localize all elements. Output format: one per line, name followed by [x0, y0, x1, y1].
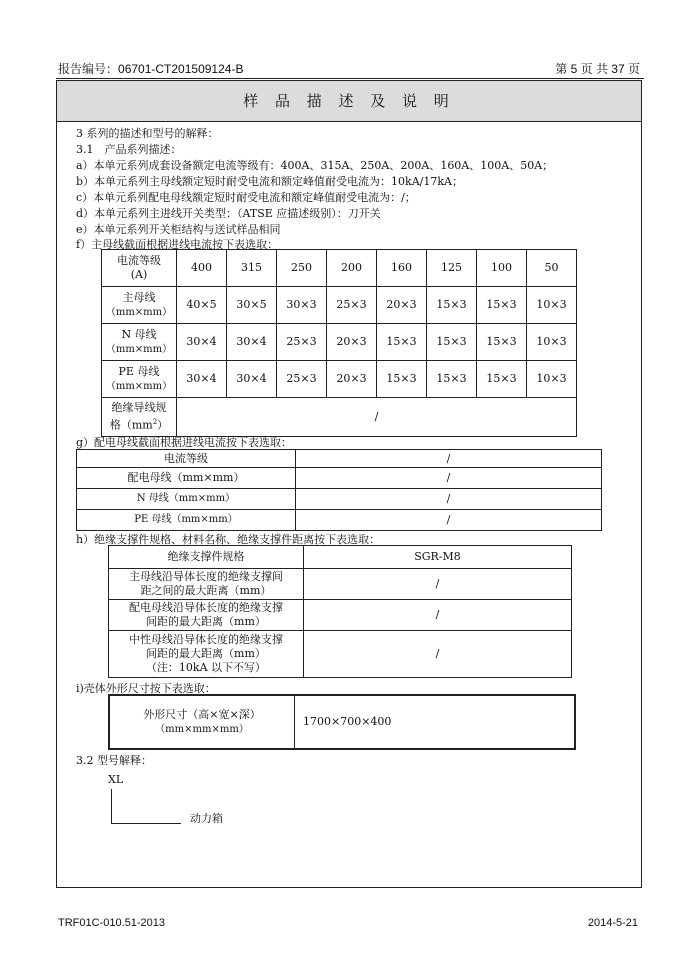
row-label: PE 母线（mm×mm）: [77, 510, 296, 531]
table-cell: 40×5: [177, 287, 227, 324]
current-cell: 315: [227, 250, 277, 287]
table-row: [109, 569, 572, 600]
table-cell: /: [296, 510, 602, 531]
current-cell: 400: [177, 250, 227, 287]
row-label: 绝缘支撑件规格: [109, 546, 304, 569]
item-i: i)壳体外形尺寸按下表选取：: [76, 682, 216, 695]
header-divider: [56, 78, 644, 79]
table-cell: 30×5: [227, 287, 277, 324]
table-cell: /: [296, 489, 602, 510]
table-cell: 30×3: [277, 287, 327, 324]
report-number: 报告编号：06701-CT201509124-B: [58, 62, 244, 76]
table-row: [109, 546, 572, 569]
row-label: N 母线 （mm×mm）: [102, 324, 177, 361]
current-cell: 250: [277, 250, 327, 287]
table-row: [109, 600, 572, 631]
item-c: c）本单元系列配电母线额定短时耐受电流和额定峰值耐受电流为：/；: [76, 191, 416, 204]
row-label: 中性母线沿导体长度的绝缘支撑 间距的最大距离（mm） （注：10kA 以下不写）: [109, 631, 304, 678]
table-cell: 25×3: [277, 324, 327, 361]
model-code: XL: [108, 773, 124, 786]
model-leader-line: [111, 823, 181, 824]
section-3-1: 3.1 产品系列描述：: [76, 143, 182, 156]
table-row: [102, 287, 577, 324]
busbar-table: [101, 249, 577, 437]
table-cell: 15×3: [427, 324, 477, 361]
table-cell: 20×3: [377, 287, 427, 324]
page-indicator: 第 5 页 共 37 页: [555, 62, 640, 76]
table-cell: 20×3: [327, 361, 377, 398]
report-date: 2014-5-21: [587, 917, 638, 929]
row-label: 外形尺寸（高×宽×深） （mm×mm×mm）: [109, 695, 295, 749]
row-label: 配电母线沿导体长度的绝缘支撑 间距的最大距离（mm）: [109, 600, 304, 631]
table-cell: /: [304, 600, 572, 631]
table-cell: 30×4: [177, 361, 227, 398]
model-bracket-line: [111, 789, 112, 823]
table-cell: /: [296, 468, 602, 489]
section-3-2: 3.2 型号解释：: [76, 754, 152, 767]
table-cell: 30×4: [227, 324, 277, 361]
table-row: [109, 695, 575, 749]
current-cell: 100: [477, 250, 527, 287]
item-g: g）配电母线截面根据进线电流按下表选取：: [76, 436, 293, 449]
row-label: 电流等级: [77, 450, 296, 468]
table-cell: /: [304, 569, 572, 600]
table-cell: /: [296, 450, 602, 468]
table-cell: 1700×700×400: [295, 695, 576, 749]
table-row: [102, 250, 577, 287]
table-cell: 25×3: [327, 287, 377, 324]
table-cell: 15×3: [477, 287, 527, 324]
table-cell: SGR-M8: [304, 546, 572, 569]
table-cell: 20×3: [327, 324, 377, 361]
row-label: 主母线沿导体长度的绝缘支撑间 距之间的最大距离（mm）: [109, 569, 304, 600]
table-row: [77, 510, 602, 531]
item-e: e）本单元系列开关柜结构与送试样品相同: [76, 223, 281, 236]
current-cell: 125: [427, 250, 477, 287]
table-cell: 30×4: [177, 324, 227, 361]
series-intro: 3 系列的描述和型号的解释：: [76, 127, 219, 140]
row-label: PE 母线 （mm×mm）: [102, 361, 177, 398]
item-b: b）本单元系列主母线额定短时耐受电流和额定峰值耐受电流为：10kA/17kA；: [76, 175, 463, 188]
table-cell: /: [304, 631, 572, 678]
table-cell: 15×3: [427, 361, 477, 398]
table-cell: 10×3: [527, 361, 577, 398]
table-cell: 10×3: [527, 324, 577, 361]
row-label: 配电母线（mm×mm）: [77, 468, 296, 489]
page-title: 样 品 描 述 及 说 明: [57, 81, 641, 122]
model-description: 动力箱: [190, 812, 223, 825]
current-cell: 50: [527, 250, 577, 287]
table-row: [77, 489, 602, 510]
row-label: 绝缘导线规 格$(mm^2)$: [102, 398, 177, 437]
item-a: a）本单元系列成套设备额定电流等级有：400A、315A、250A、200A、160A、100A、50A；: [76, 159, 554, 172]
table-row: [102, 324, 577, 361]
table-cell: 15×3: [477, 361, 527, 398]
current-cell: 160: [377, 250, 427, 287]
dimensions-table: [108, 694, 576, 750]
form-number: TRF01C-010.51-2013: [58, 917, 166, 929]
table-cell: 30×4: [227, 361, 277, 398]
row-label: 主母线 （mm×mm）: [102, 287, 177, 324]
item-h: h）绝缘支撑件规格、材料名称、绝缘支撑件距离按下表选取：: [76, 533, 381, 546]
table-cell: 15×3: [427, 287, 477, 324]
insulator-table: [108, 545, 572, 678]
distribution-busbar-table: [76, 449, 602, 531]
table-cell: /: [177, 398, 577, 437]
table-cell: 10×3: [527, 287, 577, 324]
row-label: N 母线（mm×mm）: [77, 489, 296, 510]
item-d: d）本单元系列主进线开关类型：（ATSE 应描述级别）：刀开关: [76, 207, 381, 220]
item-f: f）主母线截面根据进线电流按下表选取：: [76, 238, 279, 251]
table-row: [102, 398, 577, 437]
table-row: [102, 361, 577, 398]
table-cell: 15×3: [377, 361, 427, 398]
table-row: [77, 468, 602, 489]
table-cell: 15×3: [477, 324, 527, 361]
current-header: 电流等级 (A): [102, 250, 177, 287]
table-cell: 15×3: [377, 324, 427, 361]
current-cell: 200: [327, 250, 377, 287]
table-cell: 25×3: [277, 361, 327, 398]
table-row: [77, 450, 602, 468]
table-row: [109, 631, 572, 678]
